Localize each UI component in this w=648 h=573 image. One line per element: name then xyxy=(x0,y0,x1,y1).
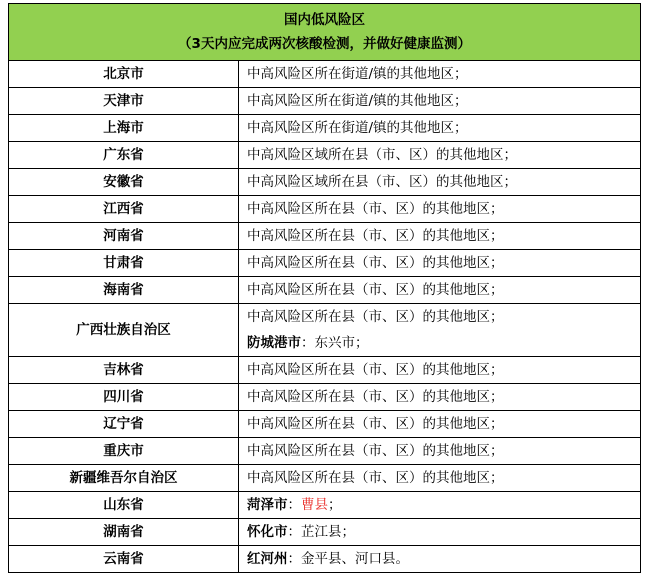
area-cell xyxy=(239,304,641,357)
area-cell: 中高风险区域所在县（市、区）的其他地区； xyxy=(239,142,641,169)
table-row xyxy=(9,88,641,115)
table-row xyxy=(9,438,641,465)
terminator: ； xyxy=(328,497,342,513)
province-cell: 广东省 xyxy=(9,142,239,169)
province-cell: 北京市 xyxy=(9,61,239,88)
separator: ： xyxy=(287,497,301,513)
header-subtitle: （3天内应完成两次核酸检测，并做好健康监测） xyxy=(178,36,471,52)
area-cell xyxy=(239,492,641,519)
header-title: 国内低风险区 xyxy=(284,12,365,28)
county-list: ：东兴市； xyxy=(301,335,369,351)
province-cell: 四川省 xyxy=(9,384,239,411)
province-cell: 甘肃省 xyxy=(9,250,239,277)
province-cell: 辽宁省 xyxy=(9,411,239,438)
province-cell: 安徽省 xyxy=(9,169,239,196)
province-cell: 广西壮族自治区 xyxy=(9,304,239,357)
table-row xyxy=(9,223,641,250)
table-header xyxy=(9,4,641,61)
area-cell: 中高风险区所在县（市、区）的其他地区； xyxy=(239,196,641,223)
province-cell: 新疆维吾尔自治区 xyxy=(9,465,239,492)
area-cell: 中高风险区所在县（市、区）的其他地区； xyxy=(239,384,641,411)
city-name: 怀化市 xyxy=(247,524,288,540)
area-cell xyxy=(239,519,641,546)
low-risk-table xyxy=(8,3,641,573)
table-row xyxy=(9,115,641,142)
city-name: 菏泽市 xyxy=(247,497,288,513)
table-row xyxy=(9,357,641,384)
table-row xyxy=(9,384,641,411)
area-cell: 中高风险区所在街道/镇的其他地区； xyxy=(239,115,641,142)
area-cell: 中高风险区所在县（市、区）的其他地区； xyxy=(239,438,641,465)
area-cell: 中高风险区所在县（市、区）的其他地区； xyxy=(239,277,641,304)
area-cell: 中高风险区所在县（市、区）的其他地区； xyxy=(239,465,641,492)
table-row xyxy=(9,169,641,196)
area-cell: 中高风险区域所在县（市、区）的其他地区； xyxy=(239,169,641,196)
county-list: ：芷江县； xyxy=(287,524,355,540)
province-cell: 河南省 xyxy=(9,223,239,250)
table-header-row xyxy=(9,4,641,61)
table-row xyxy=(9,519,641,546)
area-line xyxy=(247,330,640,356)
table-row xyxy=(9,196,641,223)
province-cell: 云南省 xyxy=(9,546,239,573)
province-cell: 上海市 xyxy=(9,115,239,142)
city-name: 红河州 xyxy=(247,551,288,567)
county-list: ：金平县、河口县。 xyxy=(287,551,409,567)
county-highlight: 曹县 xyxy=(301,497,328,513)
table-row xyxy=(9,546,641,573)
province-cell: 江西省 xyxy=(9,196,239,223)
province-cell: 海南省 xyxy=(9,277,239,304)
table-row xyxy=(9,61,641,88)
area-cell: 中高风险区所在县（市、区）的其他地区； xyxy=(239,223,641,250)
table-row-guangxi xyxy=(9,304,641,357)
table-row xyxy=(9,492,641,519)
area-cell: 中高风险区所在县（市、区）的其他地区； xyxy=(239,357,641,384)
table-row xyxy=(9,277,641,304)
table-row xyxy=(9,411,641,438)
table-row xyxy=(9,250,641,277)
province-cell: 山东省 xyxy=(9,492,239,519)
province-cell: 湖南省 xyxy=(9,519,239,546)
table-row xyxy=(9,465,641,492)
province-cell: 重庆市 xyxy=(9,438,239,465)
area-cell: 中高风险区所在街道/镇的其他地区； xyxy=(239,88,641,115)
table-row xyxy=(9,142,641,169)
province-cell: 吉林省 xyxy=(9,357,239,384)
city-name: 防城港市 xyxy=(247,335,301,351)
area-cell: 中高风险区所在县（市、区）的其他地区； xyxy=(239,250,641,277)
area-cell xyxy=(239,546,641,573)
area-cell: 中高风险区所在县（市、区）的其他地区； xyxy=(239,411,641,438)
area-cell: 中高风险区所在街道/镇的其他地区； xyxy=(239,61,641,88)
area-line: 中高风险区所在县（市、区）的其他地区； xyxy=(247,309,504,325)
province-cell: 天津市 xyxy=(9,88,239,115)
risk-table-container xyxy=(8,3,641,573)
